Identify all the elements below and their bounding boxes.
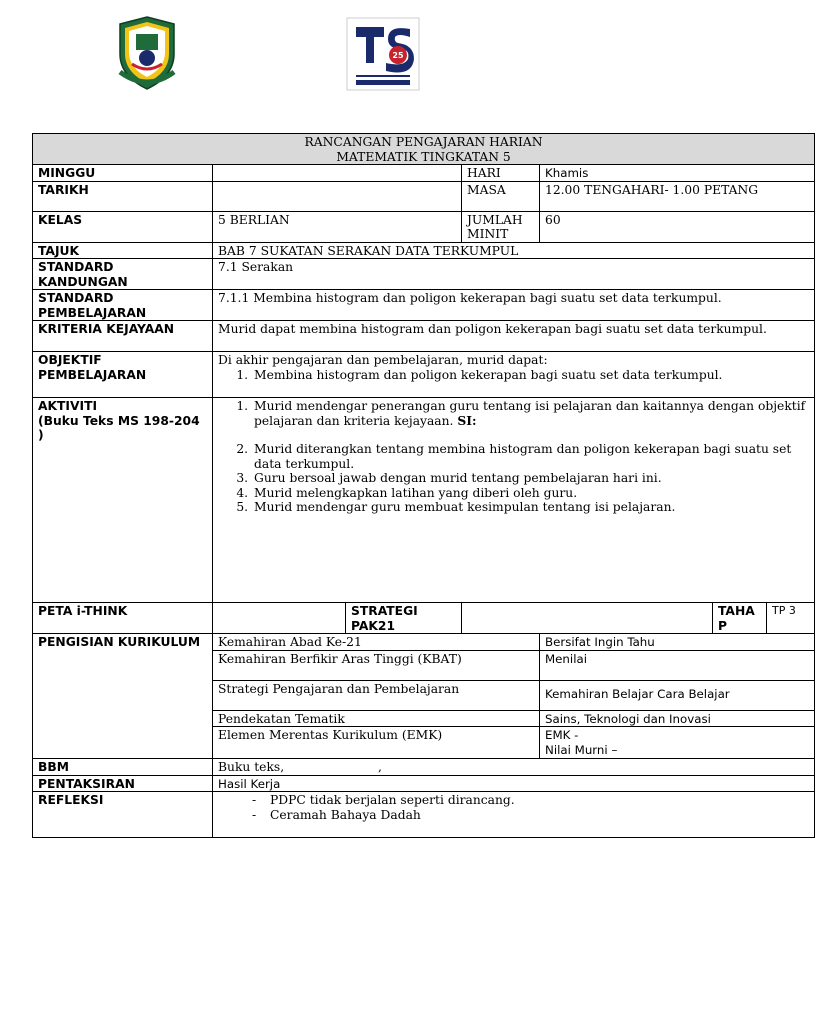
kurikulum-value bbox=[540, 727, 815, 759]
pentaksiran-label: PENTAKSIRAN bbox=[33, 775, 213, 792]
pengisian-kurikulum-label: PENGISIAN KURIKULUM bbox=[33, 634, 213, 759]
standard-kandungan-value: 7.1 Serakan bbox=[213, 259, 815, 290]
standard-pembelajaran-value: 7.1.1 Membina histogram dan poligon kekerapan bagi suatu set data terkumpul. bbox=[213, 290, 815, 321]
jumlah-minit-label: JUMLAH MINIT bbox=[462, 211, 540, 242]
aktiviti-subtitle: (Buku Teks MS 198-204 ) bbox=[38, 413, 200, 442]
kurikulum-value: Sains, Teknologi dan Inovasi bbox=[540, 710, 815, 727]
emk-value: EMK - bbox=[545, 728, 579, 742]
peta-ithink-label: PETA i-THINK bbox=[33, 603, 213, 634]
objektif-value bbox=[213, 352, 815, 398]
tahap-value: TP 3 bbox=[767, 603, 815, 634]
aktiviti-item: 1. Murid mendengar penerangan guru tentang isi pelajaran dan kaitannya dengan objektif pelajaran dan kriteria kejayaan. SI: bbox=[252, 399, 809, 428]
bbm-value: Buku teks, , bbox=[213, 759, 815, 776]
kelas-value: 5 BERLIAN bbox=[213, 211, 462, 242]
kurikulum-item: Strategi Pengajaran dan Pembelajaran bbox=[213, 680, 540, 710]
refleksi-value bbox=[213, 792, 815, 838]
kurikulum-value: Bersifat Ingin Tahu bbox=[540, 634, 815, 651]
kurikulum-item: Pendekatan Tematik bbox=[213, 710, 540, 727]
standard-pembelajaran-label: STANDARD PEMBELAJARAN bbox=[33, 290, 213, 321]
refleksi-item: - PDPC tidak berjalan seperti dirancang. bbox=[252, 793, 809, 808]
kriteria-kejayaan-value: Murid dapat membina histogram dan poligon kekerapan bagi suatu set data terkumpul. bbox=[213, 321, 815, 352]
ts25-logo bbox=[346, 17, 420, 91]
si-marker: SI: bbox=[457, 412, 477, 428]
tajuk-value: BAB 7 SUKATAN SERAKAN DATA TERKUMPUL bbox=[213, 242, 815, 259]
rph-subtitle: MATEMATIK TINGKATAN 5 bbox=[336, 149, 511, 164]
refleksi-label: REFLEKSI bbox=[33, 792, 213, 838]
objektif-label: OBJEKTIF PEMBELAJARAN bbox=[33, 352, 213, 398]
rph-title: RANCANGAN PENGAJARAN HARIAN bbox=[304, 135, 543, 149]
tarikh-value bbox=[213, 181, 462, 211]
aktiviti-value bbox=[213, 398, 815, 603]
nilai-murni-value: Nilai Murni – bbox=[545, 742, 618, 757]
minggu-value bbox=[213, 165, 462, 182]
kurikulum-item: Kemahiran Berfikir Aras Tinggi (KBAT) bbox=[213, 650, 540, 680]
kurikulum-item: Kemahiran Abad Ke-21 bbox=[213, 634, 540, 651]
strategi-pak21-label: STRATEGI PAK21 bbox=[346, 603, 462, 634]
aktiviti-item: 5. Murid mendengar guru membuat kesimpulan tentang isi pelajaran. bbox=[252, 500, 809, 515]
refleksi-item: - Ceramah Bahaya Dadah bbox=[252, 808, 809, 823]
jumlah-minit-value: 60 bbox=[540, 211, 815, 242]
masa-value: 12.00 TENGAHARI- 1.00 PETANG bbox=[540, 181, 815, 211]
aktiviti-item: 3. Guru bersoal jawab dengan murid tentang pembelajaran hari ini. bbox=[252, 471, 809, 486]
strategi-pak21-value bbox=[462, 603, 713, 634]
tahap-label: TAHAP bbox=[713, 603, 767, 634]
aktiviti-title: AKTIVITI bbox=[38, 399, 98, 413]
rph-table bbox=[32, 133, 815, 838]
pentaksiran-value: Hasil Kerja bbox=[213, 775, 815, 792]
masa-label: MASA bbox=[462, 181, 540, 211]
kriteria-kejayaan-label: KRITERIA KEJAYAAN bbox=[33, 321, 213, 352]
school-crest-logo bbox=[112, 14, 182, 92]
kurikulum-value: Kemahiran Belajar Cara Belajar bbox=[540, 680, 815, 710]
kelas-label: KELAS bbox=[33, 211, 213, 242]
tarikh-label: TARIKH bbox=[33, 181, 213, 211]
tajuk-label: TAJUK bbox=[33, 242, 213, 259]
hari-value: Khamis bbox=[540, 165, 815, 182]
kurikulum-value: Menilai bbox=[540, 650, 815, 680]
standard-kandungan-label: STANDARD KANDUNGAN bbox=[33, 259, 213, 290]
aktiviti-item: 2. Murid diterangkan tentang membina histogram dan poligon kekerapan bagi suatu set data terkumpul. bbox=[252, 442, 809, 471]
kurikulum-item: Elemen Merentas Kurikulum (EMK) bbox=[213, 727, 540, 759]
hari-label: HARI bbox=[462, 165, 540, 182]
svg-text:25: 25 bbox=[392, 51, 404, 60]
aktiviti-label bbox=[33, 398, 213, 603]
minggu-label: MINGGU bbox=[33, 165, 213, 182]
objektif-intro: Di akhir pengajaran dan pembelajaran, murid dapat: bbox=[218, 353, 548, 367]
bbm-label: BBM bbox=[33, 759, 213, 776]
peta-ithink-value bbox=[213, 603, 346, 634]
aktiviti-item: 4. Murid melengkapkan latihan yang diberi oleh guru. bbox=[252, 486, 809, 501]
objektif-item: 1. Membina histogram dan poligon kekerapan bagi suatu set data terkumpul. bbox=[252, 368, 809, 383]
rph-header bbox=[33, 134, 815, 165]
